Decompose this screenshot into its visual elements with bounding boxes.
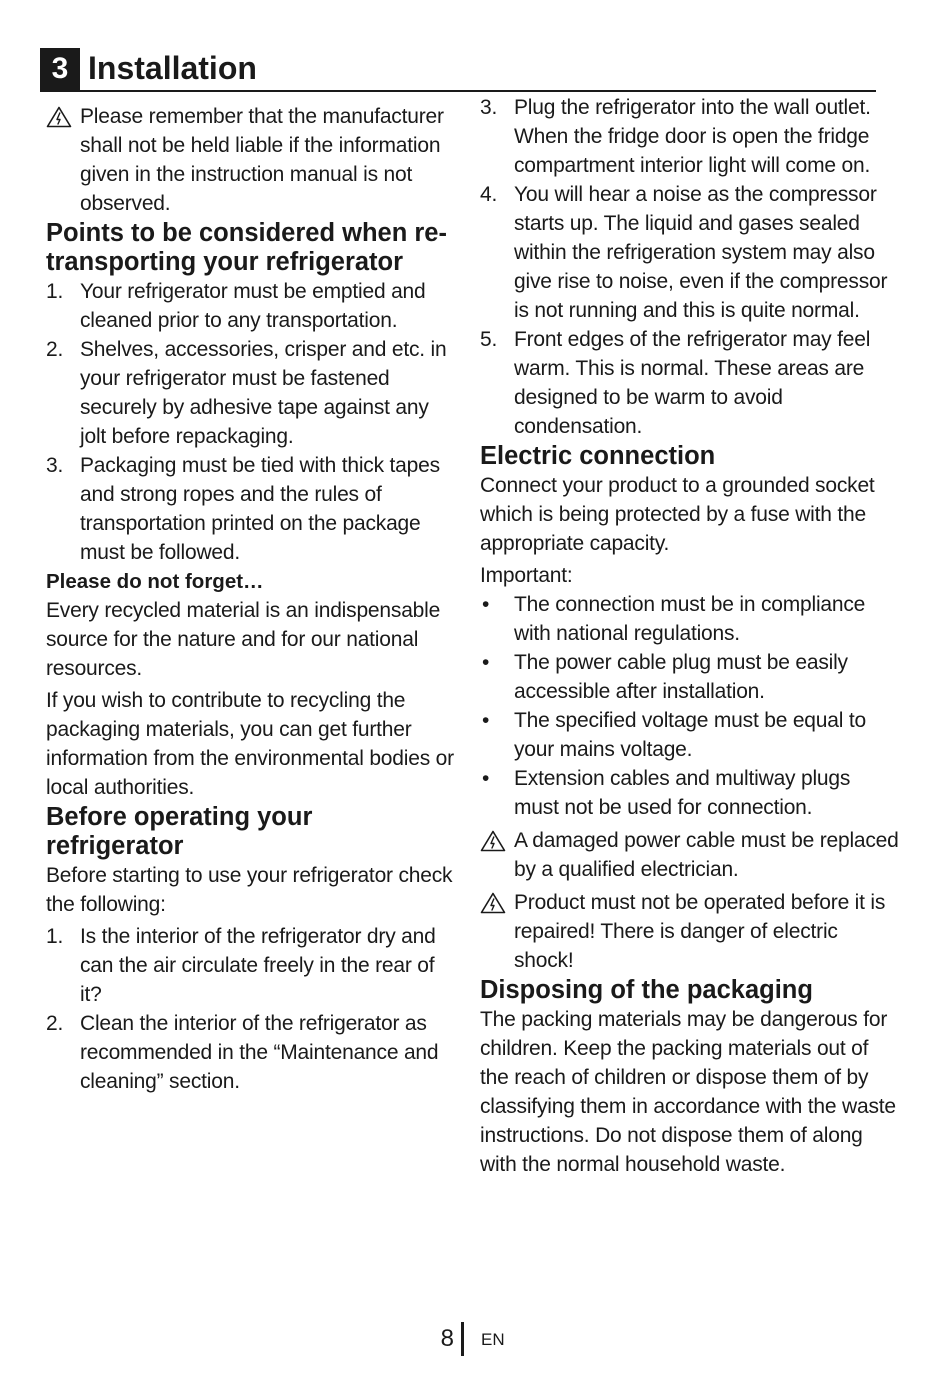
list-item — [46, 922, 456, 1009]
list-text: The connection must be in compliance with national regulations. — [514, 593, 866, 645]
liability-warning-text: Please remember that the manufacturer shall not be held liable if the information given in the instruction manual is not observed. — [80, 105, 444, 215]
list-number: 1. — [46, 925, 64, 948]
electric-heading: Electric connection — [480, 442, 716, 470]
forget-heading: Please do not forget… — [46, 570, 264, 593]
important-list — [480, 590, 900, 822]
bullet: • — [482, 767, 490, 790]
list-number: 1. — [46, 280, 64, 303]
list-text: Is the interior of the refrigerator dry and can the air circulate freely in the rear of it? — [80, 925, 436, 1006]
list-item — [480, 648, 900, 706]
disposing-text: The packing materials may be dangerous for children. Keep the packing materials out of the reach of children or dispose them of by classifying them in accordance with the waste instructions. Do not dispose them of along with the normal household waste. — [480, 1008, 896, 1176]
bullet: • — [482, 593, 490, 616]
list-text: Extension cables and multiway plugs must not be used for connection. — [514, 767, 851, 819]
list-item — [46, 1009, 456, 1096]
list-number: 3. — [480, 96, 498, 119]
chapter-title: Installation — [88, 50, 257, 86]
list-text: The power cable plug must be easily accessible after installation. — [514, 651, 848, 703]
page-number: 8 — [440, 1325, 454, 1352]
list-text: Your refrigerator must be emptied and cleaned prior to any transportation. — [80, 280, 426, 332]
electric-intro: Connect your product to a grounded socket which is being protected by a fuse with the appropriate capacity. — [480, 474, 875, 555]
list-item — [480, 180, 900, 325]
list-number: 3. — [46, 454, 64, 477]
list-text: You will hear a noise as the compressor starts up. The liquid and gases sealed within the refrigeration system may also give rise to noise, even if the compressor is not running and this is quite normal. — [514, 183, 888, 322]
bullet: • — [482, 709, 490, 732]
list-text: The specified voltage must be equal to your mains voltage. — [514, 709, 866, 761]
list-number: 5. — [480, 328, 498, 351]
chapter-number: 3 — [40, 48, 80, 90]
shock-warning-text: Product must not be operated before it is repaired! There is danger of electric shock! — [514, 891, 886, 972]
warning-icon — [46, 106, 72, 128]
list-text: Plug the refrigerator into the wall outlet. When the fridge door is open the fridge compartment interior light will come on. — [514, 96, 871, 177]
list-text: Shelves, accessories, crisper and etc. in your refrigerator must be fastened securely by adhesive tape against any jolt before repackaging. — [80, 338, 447, 448]
shock-warning — [480, 888, 900, 975]
before-list — [46, 922, 456, 1096]
disposing-heading: Disposing of the packaging — [480, 976, 813, 1004]
right-column — [480, 93, 900, 1179]
language-code: EN — [481, 1330, 505, 1349]
list-item — [46, 335, 456, 451]
cable-warning — [480, 826, 900, 884]
list-item — [46, 277, 456, 335]
list-item — [480, 325, 900, 441]
list-item — [480, 93, 900, 180]
warning-icon — [480, 892, 506, 914]
list-item — [480, 764, 900, 822]
list-item — [480, 706, 900, 764]
list-number: 2. — [46, 338, 64, 361]
retransport-list — [46, 277, 456, 567]
before-intro: Before starting to use your refrigerator check the following: — [46, 864, 453, 916]
list-item — [46, 451, 456, 567]
list-item — [480, 590, 900, 648]
bullet: • — [482, 651, 490, 674]
list-number: 2. — [46, 1012, 64, 1035]
list-number: 4. — [480, 183, 498, 206]
before-list-continued — [480, 93, 900, 441]
liability-warning — [46, 102, 456, 218]
retransport-heading: Points to be considered when re-transporting your refrigerator — [46, 219, 447, 276]
footer-divider — [461, 1322, 464, 1356]
forget-paragraph-2: If you wish to contribute to recycling the packaging materials, you can get further information from the environmental bodies or local authorities. — [46, 689, 454, 799]
cable-warning-text: A damaged power cable must be replaced by a qualified electrician. — [514, 829, 899, 881]
chapter-header — [40, 46, 876, 92]
list-text: Clean the interior of the refrigerator as recommended in the “Maintenance and cleaning” section. — [80, 1012, 439, 1093]
forget-paragraph-1: Every recycled material is an indispensable source for the nature and for our national resources. — [46, 599, 441, 680]
list-text: Packaging must be tied with thick tapes and strong ropes and the rules of transportation printed on the package must be followed. — [80, 454, 440, 564]
left-column — [46, 102, 456, 1096]
list-text: Front edges of the refrigerator may feel warm. This is normal. These areas are designed to be warm to avoid condensation. — [514, 328, 871, 438]
important-label: Important: — [480, 564, 573, 587]
warning-icon — [480, 830, 506, 852]
before-heading: Before operating your refrigerator — [46, 803, 313, 860]
